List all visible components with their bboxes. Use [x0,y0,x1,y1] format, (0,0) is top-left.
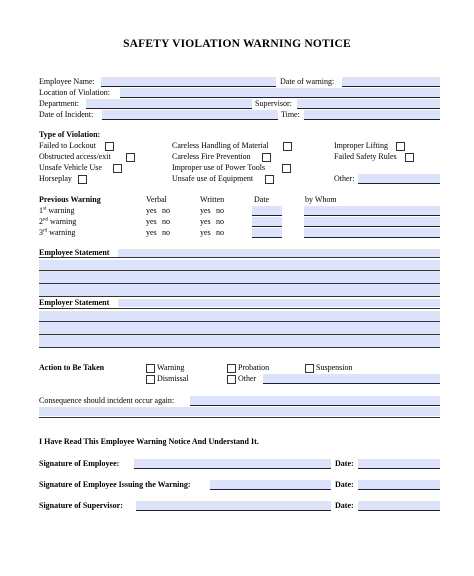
signature-date-label: Date: [335,459,354,468]
rule-line [39,270,440,271]
rule-line [39,257,440,258]
warning-row-label: 3rd warning [39,228,76,237]
rule-line [39,334,440,335]
page-title: SAFETY VIOLATION WARNING NOTICE [123,38,351,50]
violation-option: Improper use of Power Tools [172,163,266,172]
rule-line [39,296,440,297]
acknowledgement-text: I Have Read This Employee Warning Notice And Understand It. [39,437,259,446]
employee-name-label: Employee Name: [39,77,95,86]
violation-heading: Type of Violation: [39,130,101,139]
time-label: Time: [281,110,300,119]
warning-by-whom-field[interactable] [304,217,440,227]
signature-label: Signature of Employee Issuing the Warning: [39,480,191,489]
employee-signature-date-field[interactable] [358,459,440,469]
employer-statement-field[interactable] [118,299,440,307]
violation-option: Unsafe use of Equipment [172,174,254,183]
department-label: Department: [39,99,79,108]
verbal-yes[interactable]: yes [146,217,157,226]
consequence-field[interactable] [190,396,440,406]
verbal-yes[interactable]: yes [146,228,157,237]
checkbox[interactable] [396,142,405,151]
violation-option: Careless Handling of Material [172,141,269,150]
employer-statement-heading: Employer Statement [39,298,110,307]
date-of-incident-label: Date of Incident: [39,110,94,119]
employer-statement-area[interactable] [39,311,440,347]
written-yes[interactable]: yes [200,228,211,237]
written-yes[interactable]: yes [200,217,211,226]
employee-statement-heading: Employee Statement [39,248,110,257]
action-other-field[interactable] [263,374,440,384]
checkbox[interactable] [113,164,122,173]
location-label: Location of Violation: [39,88,110,97]
action-option: Other [238,374,257,383]
warning-date-field[interactable] [252,217,282,227]
checkbox[interactable] [146,364,155,373]
date-of-incident-field[interactable] [102,110,278,120]
violation-option: Horseplay [39,174,72,183]
checkbox[interactable] [227,375,236,384]
warning-date-field[interactable] [252,206,282,216]
date-of-warning-field[interactable] [342,77,440,87]
employee-name-field[interactable] [101,77,276,87]
verbal-no[interactable]: no [162,228,170,237]
violation-option: Improper Lifting [334,141,388,150]
verbal-no[interactable]: no [162,206,170,215]
action-option: Probation [238,363,270,372]
violation-option: Unsafe Vehicle Use [39,163,102,172]
warning-date-field[interactable] [252,228,282,238]
supervisor-signature-date-field[interactable] [358,501,440,511]
written-no[interactable]: no [216,228,224,237]
action-option: Dismissal [157,374,189,383]
previous-warning-heading: Previous Warning [39,195,101,204]
violation-option: Other: [334,174,355,183]
supervisor-field[interactable] [297,99,440,109]
checkbox[interactable] [227,364,236,373]
signature-date-label: Date: [335,480,354,489]
rule-line [39,321,440,322]
written-no[interactable]: no [216,206,224,215]
action-option: Suspension [316,363,353,372]
supervisor-label: Supervisor: [255,99,292,108]
column-header: Date [254,195,270,204]
time-field[interactable] [304,110,440,120]
warning-by-whom-field[interactable] [304,206,440,216]
checkbox[interactable] [105,142,114,151]
violation-option: Obstructed access/exit [39,152,111,161]
rule-line [39,308,440,309]
checkbox[interactable] [78,175,87,184]
warning-row-label: 1st warning [39,206,75,215]
employee-signature-field[interactable] [134,459,331,469]
checkbox[interactable] [305,364,314,373]
rule-line [39,417,440,418]
rule-line [39,283,440,284]
warning-row-label: 2nd warning [39,217,77,226]
issuer-signature-field[interactable] [210,480,331,490]
warning-by-whom-field[interactable] [304,228,440,238]
supervisor-signature-field[interactable] [136,501,331,511]
signature-date-label: Date: [335,501,354,510]
consequence-area[interactable] [39,407,440,416]
employee-statement-field[interactable] [118,249,440,257]
department-field[interactable] [86,99,252,109]
rule-line [39,347,440,348]
date-of-warning-label: Date of warning: [280,77,335,86]
issuer-signature-date-field[interactable] [358,480,440,490]
consequence-label: Consequence should incident occur again: [39,396,175,405]
signature-label: Signature of Employee: [39,459,120,468]
column-header: by Whom [305,195,337,204]
action-heading: Action to Be Taken [39,363,105,372]
verbal-yes[interactable]: yes [146,206,157,215]
employee-statement-area[interactable] [39,260,440,297]
checkbox[interactable] [262,153,271,162]
action-option: Warning [157,363,185,372]
other-violation-field[interactable] [358,174,440,184]
column-header: Written [200,195,225,204]
violation-option: Careless Fire Prevention [172,152,251,161]
checkbox[interactable] [265,175,274,184]
checkbox[interactable] [126,153,135,162]
written-yes[interactable]: yes [200,206,211,215]
signature-label: Signature of Supervisor: [39,501,123,510]
checkbox[interactable] [282,164,291,173]
location-field[interactable] [120,88,440,98]
column-header: Verbal [146,195,167,204]
checkbox[interactable] [283,142,292,151]
violation-option: Failed to Lockout [39,141,96,150]
checkbox[interactable] [405,153,414,162]
checkbox[interactable] [146,375,155,384]
written-no[interactable]: no [216,217,224,226]
violation-option: Failed Safety Rules [334,152,397,161]
verbal-no[interactable]: no [162,217,170,226]
